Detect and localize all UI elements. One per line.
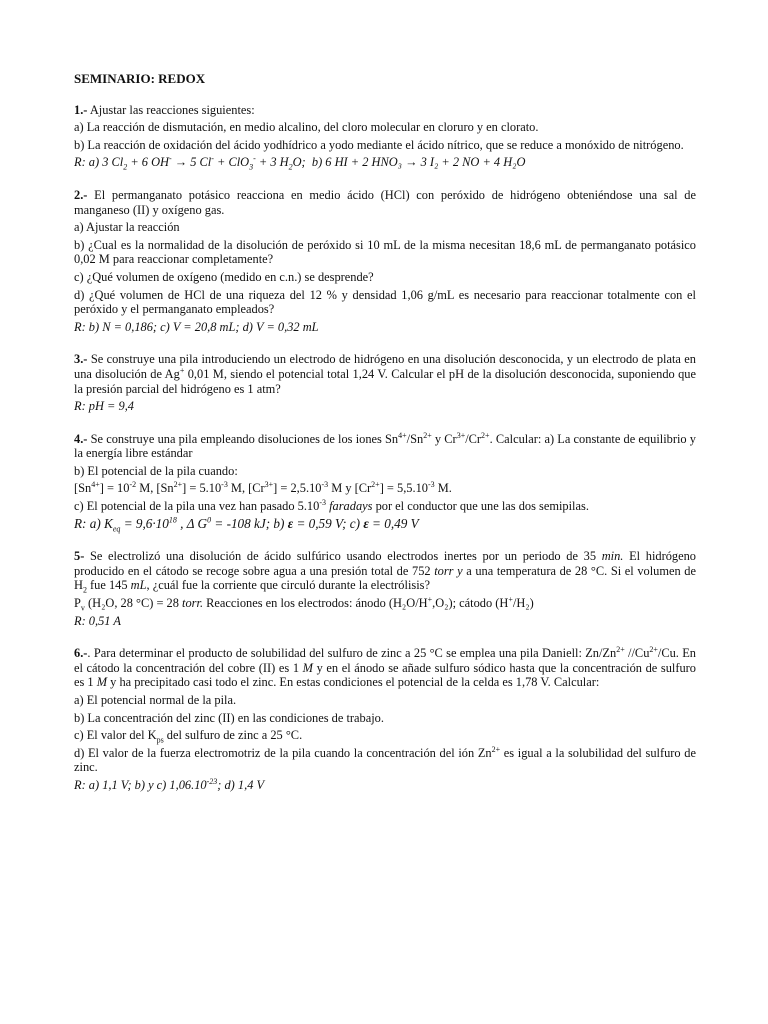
question-b: b) ¿Cual es la normalidad de la disolución de peróxido si 10 mL de la misma necesitan 18,6 mL de permanganato potásico 0,02 M para reaccionar completamente? [74,237,696,267]
question-a: a) La reacción de dismutación, en medio alcalino, del cloro molecular en cloruro y en clorato. [74,120,539,135]
problem-number: 4.- [74,431,88,446]
problem-3: 3.- Se construye una pila introduciendo un electrodo de hidrógeno en una disolución desconocida, y un electrodo de plata en una disolución de Ag+ 0,01 M, siendo el potencial total 1,24 V. Calcular el pH de la disolución desconocida, suponiendo que la presión parcial del hidrógeno es 1 atm? R: pH = 9,4 [74,352,696,414]
question-b: b) La reacción de oxidación del ácido yodhídrico a yodo mediante el ácido nítrico, que se reduce a monóxido de nitrógeno. [74,137,684,152]
problem-number: 6.- [74,646,88,661]
problem-6: 6.-. Para determinar el producto de solubilidad del sulfuro de zinc a 25 °C se emplea una pila Daniell: $Zn/Zn^{2+}$ $//Cu^{2+}/Cu$. En el cátodo la concentración del cobre (II) es 1 M y en el ánodo se añade sulfuro sódico hasta que la concentración de sulfuro es 1 M y ha precipitado casi todo el zinc. En estas condiciones el potencial de la celda es 1,78 V. Calcular: a) El potencial normal de la pila. b) La concentración del zinc (II) en las condiciones de trabajo. c) El valor del $K_{ps}$ del sulfuro de zinc a 25 °C. d) El valor de la fuerza electromotriz de la pila cuando la concentración del ión $Zn^{2+}$ es igual a la solubilidad del sulfuro de zinc. R: a) 1,1 V; b) y c) $1,06.10^{-23}$; d) 1,4 V [74,645,697,792]
problem-number: 5- [74,549,85,564]
page-title: SEMINARIO: REDOX [74,71,206,86]
answer: R: a) 3 $Cl_2 + 6$ OH- → 5 Cl- + ClO$_3$- + 3 $H_2O$; b) 6 HI + 2 HNO₃ → 3 I₂ + 2 NO + 4 H₂O [74,154,526,172]
answer-b: b) 6 HI + 2 HNO₃ → 3 I₂ + 2 NO + 4 H₂O [311,155,526,170]
answer: R: a) 1,1 V; b) y c) $1,06.10^{-23}$; d) 1,4 V [74,776,265,792]
question-b: b) El potencial de la pila cuando: [74,463,238,478]
question-c: c) El potencial de la pila una vez han pasado $5.10^{-3}$ faradays por el conductor que une las dos semipilas. [74,497,589,514]
vapor-pressure: $P_v$ (H₂O, 28 °C) = 28 torr. Reacciones en los electrodos: ánodo (H₂O/H+,O₂); cátodo (H+/H₂) [74,594,534,613]
question-a: a) Ajustar la reacción [74,220,180,235]
problem-1 [74,103,696,170]
concentrations: $[Sn^{4+}] = 10^{-2}$ M, $[Sn^{2+}] = 5.10^{-3}$ M, $[Cr^{3+}] = 2,5.10^{-3}$ M y $[Cr^{2+}] = 5,5.10^{-3}$ M. [74,480,452,496]
question-d: d) ¿Qué volumen de HCl de una riqueza del 12 % y densidad 1,06 g/mL es necesario para reaccionar totalmente con el peróxido y el permanganato empleados? [74,287,696,317]
problem-number: 3.- [74,352,88,367]
answer: R: 0,51 A [74,613,121,628]
document-page [74,68,696,811]
problem-2 [74,188,696,334]
question-c: c) El valor del $K_{ps}$ del sulfuro de zinc a 25 °C. [74,728,303,745]
question-a: a) El potencial normal de la pila. [74,693,237,707]
question-c: c) ¿Qué volumen de oxígeno (medido en c.n.) se desprende? [74,269,374,284]
problem-intro: Ajustar las reacciones siguientes: [87,102,255,117]
answer: R: a) $K_{eq} = 9,6\cdot 10^{18}$ , Δ $G^0 = -108$ kJ; b) ε = 0,59 V; c) ε = 0,49 V [74,515,419,534]
problem-4: 4.- Se construye una pila empleando disoluciones de los iones $Sn^{4+}/Sn^{2+}$ y $Cr^{3+}/Cr^{2+}$. Calcular: a) La constante de equilibrio y la energía libre estándar b) El potencial de la pila cuando: $[Sn^{4+}] = 10^{-2}$ M, $[Sn^{2+}] = 5.10^{-3}$ M, $[Cr^{3+}] = 2,5.10^{-3}$ M y $[Cr^{2+}] = 5,5.10^{-3}$ M. c) El potencial de la pila una vez han pasado $5.10^{-3}$ faradays por el conductor que une las dos semipilas. R: a) $K_{eq} = 9,6\cdot 10^{18}$ , Δ $G^0 = -108$ kJ; b) ε = 0,59 V; c) ε = 0,49 V [74,430,697,534]
question-d: d) El valor de la fuerza electromotriz de la pila cuando la concentración del ión $Zn^{2+}$ es igual a la solubilidad del sulfuro de zinc. [74,744,696,775]
answer: R: pH = 9,4 [74,399,134,414]
problem-number: 2.- [74,187,88,202]
question-b: b) La concentración del zinc (II) en las condiciones de trabajo. [74,710,384,725]
problem-5: 5- Se electrolizó una disolución de ácido sulfúrico usando electrodos inertes por un periodo de 35 min. El hidrógeno producido en el cátodo se recoge sobre agua a una presión total de 752 torr y a una temperatura de 28 °C. Si el volumen de $H_2$ fue 145 mL, ¿cuál fue la corriente que circuló durante la electrólisis? $P_v$ (H₂O, 28 °C) = 28 torr. Reacciones en los electrodos: ánodo (H₂O/H+,O₂); cátodo (H+/H₂) R: 0,51 A [74,549,697,628]
problem-number: 1.- [74,102,88,117]
problem-intro: El permanganato potásico reacciona en medio ácido (HCl) con peróxido de hidrógeno obteniéndose una sal de manganeso (II) y oxígeno gas. [74,187,696,217]
answer: R: b) N = 0,186; c) V = 20,8 mL; d) V = 0,32 mL [74,319,319,334]
